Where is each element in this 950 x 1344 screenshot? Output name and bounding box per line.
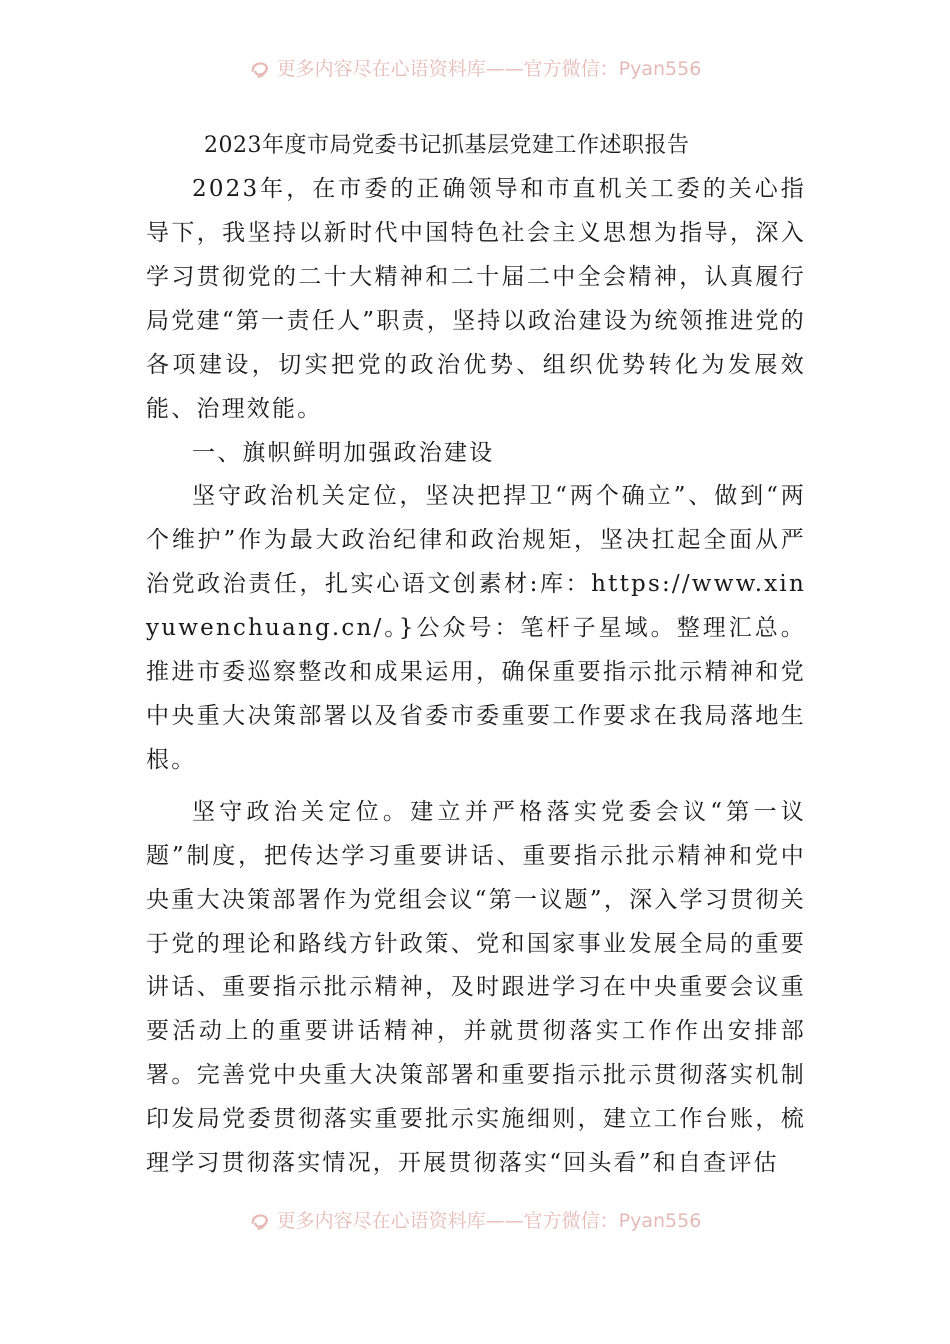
watermark-logo-icon [249,58,271,80]
section-heading-1: 一、旗帜鲜明加强政治建设 [192,440,495,467]
watermark-header [0,54,950,84]
watermark-logo-icon [249,1210,271,1232]
document-body [146,124,806,1186]
watermark-text: 更多内容尽在心语资料库——官方微信：Pyan556 [276,58,702,80]
document-title: 2023年度市局党委书记抓基层党建工作述职报告 [204,133,690,158]
paragraph-first-topic: 坚守政治关定位。建立并严格落实党委会议“第一议题”制度，把传达学习重要讲话、重要指示批示精神和党中央重大决策部署作为党组会议“第一议题”，深入学习贯彻关于党的理论和路线方针政策、党和国家事业发展全局的重要讲话、重要指示批示精神，及时跟进学习在中央重要会议重要活动上的重要讲话精神，并就贯彻落实工作作出安排部署。完善党中央重大决策部署和重要指示批示贯彻落实机制印发局党委贯彻落实重要批示实施细则，建立工作台账，梳理学习贯彻落实情况，开展贯彻落实“回头看”和自查评估 [146,798,806,1177]
paragraph-political-position: 坚守政治机关定位，坚决把捍卫“两个确立”、做到“两个维护”作为最大政治纪律和政治规矩，坚决扛起全面从严治党政治责任，扎实心语文创素材:库：https://www.xinyuwenchuang.cn/。}公众号：笔杆子星域。整理汇总。推进市委巡察整改和成果运用，确保重要指示批示精神和党中央重大决策部署以及省委市委重要工作要求在我局落地生根。 [146,483,806,773]
watermark-text: 更多内容尽在心语资料库——官方微信：Pyan556 [276,1210,702,1232]
watermark-footer [0,1206,950,1236]
paragraph-intro: 2023年，在市委的正确领导和市直机关工委的关心指导下，我坚持以新时代中国特色社会主义思想为指导，深入学习贯彻党的二十大精神和二十届二中全会精神，认真履行局党建“第一责任人”职责，坚持以政治建设为统领推进党的各项建设，切实把党的政治优势、组织优势转化为发展效能、治理效能。 [146,176,806,422]
